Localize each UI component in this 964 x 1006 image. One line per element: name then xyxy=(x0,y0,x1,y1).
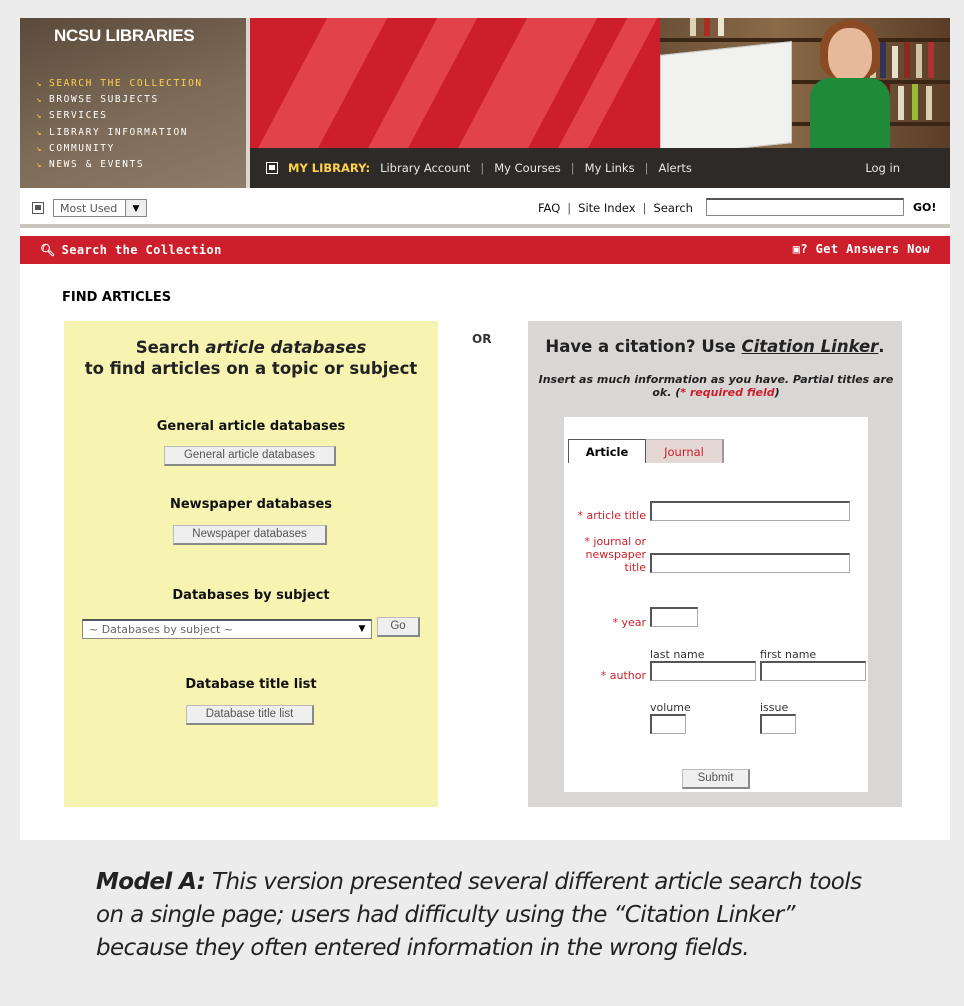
book xyxy=(926,86,932,120)
chevron-icon: ↘ xyxy=(36,143,44,154)
nav-label: SEARCH THE COLLECTION xyxy=(49,78,203,89)
nav-item-library-information[interactable] xyxy=(36,125,203,141)
page-title: FIND ARTICLES xyxy=(62,290,172,305)
get-answers-link[interactable] xyxy=(793,242,930,256)
volume-label: volume xyxy=(650,701,691,714)
screenshot-frame xyxy=(20,18,950,840)
my-links-link[interactable]: My Links xyxy=(584,161,635,175)
chevron-icon: ↘ xyxy=(36,79,44,89)
required-hint: * required field xyxy=(680,386,775,399)
article-title-label: * article title xyxy=(577,509,646,522)
heading-text: to find articles on a topic or subject xyxy=(84,359,418,378)
nav-item-community[interactable] xyxy=(36,141,203,157)
separator: | xyxy=(642,201,647,215)
site-header xyxy=(20,18,950,188)
databases-by-subject-heading: Databases by subject xyxy=(172,588,330,603)
author-label: * author xyxy=(600,669,646,682)
nav-label: BROWSE SUBJECTS xyxy=(49,94,159,106)
instructions-note xyxy=(538,373,894,399)
my-library-bar xyxy=(250,148,950,188)
header-nav-panel xyxy=(20,18,246,188)
heading-text: Have a citation? Use xyxy=(545,337,742,356)
book xyxy=(904,42,910,78)
person-face xyxy=(828,28,872,82)
dropdown-arrow-icon: ▼ xyxy=(125,200,146,216)
library-account-link[interactable]: Library Account xyxy=(380,161,471,175)
nav-item-search-collection[interactable] xyxy=(36,76,203,92)
database-title-list-heading: Database title list xyxy=(185,677,317,692)
book xyxy=(704,18,710,36)
or-label: OR xyxy=(472,332,492,346)
note-text: ) xyxy=(774,386,780,399)
book xyxy=(898,86,904,120)
panel-heading xyxy=(64,337,438,379)
figure-caption xyxy=(96,866,876,965)
book xyxy=(880,42,886,78)
nav-label: SERVICES xyxy=(49,110,108,122)
label-line: newspaper xyxy=(585,548,646,561)
faq-link[interactable]: FAQ xyxy=(538,201,561,215)
caption-label: Model A: xyxy=(96,869,206,895)
go-button[interactable]: GO! xyxy=(913,201,937,214)
utility-links xyxy=(538,201,693,215)
separator: | xyxy=(480,161,485,175)
general-databases-button[interactable]: General article databases xyxy=(164,446,336,466)
caption-text: This version presented several different article search tools on a single page; users had difficulty using the “Citation Linker” because they often entered information in the wrong fields. xyxy=(96,869,862,961)
laptop xyxy=(660,41,792,148)
year-input[interactable] xyxy=(650,607,698,627)
bookmark-icon[interactable] xyxy=(32,202,44,214)
citation-form xyxy=(564,417,868,792)
journal-title-label xyxy=(564,535,646,574)
submit-button[interactable]: Submit xyxy=(682,769,750,789)
author-last-name-input[interactable] xyxy=(650,661,756,681)
chevron-icon: ↘ xyxy=(36,160,44,171)
nav-item-browse-subjects[interactable] xyxy=(36,92,203,108)
book xyxy=(928,42,934,78)
dropdown-arrow-icon: ▼ xyxy=(358,624,366,634)
newspaper-databases-button[interactable]: Newspaper databases xyxy=(173,525,327,545)
book xyxy=(912,84,918,120)
heading-emphasis: article databases xyxy=(205,338,367,357)
utility-bar xyxy=(20,188,950,228)
label-line: * journal or xyxy=(584,535,646,548)
book xyxy=(718,18,724,36)
book xyxy=(690,18,696,36)
help-icon: ▣? xyxy=(792,242,816,256)
section-bar xyxy=(20,236,950,264)
note-text: Insert as much information as you have. Partial titles are ok. ( xyxy=(538,373,894,399)
nav-item-services[interactable] xyxy=(36,108,203,124)
separator: | xyxy=(644,161,649,175)
databases-by-subject-select[interactable] xyxy=(82,619,372,639)
volume-input[interactable] xyxy=(650,714,686,734)
my-library-label: MY LIBRARY: xyxy=(288,161,371,175)
header-banner-image xyxy=(250,18,950,148)
nav-label: COMMUNITY xyxy=(49,142,115,154)
subject-select-value: ~ Databases by subject ~ xyxy=(89,623,233,636)
search-collection-link[interactable] xyxy=(40,243,222,257)
my-courses-link[interactable]: My Courses xyxy=(494,161,561,175)
most-used-select[interactable] xyxy=(53,199,147,217)
search-icon: 🔍︎ xyxy=(40,243,56,257)
tab-article[interactable]: Article xyxy=(568,439,646,463)
main-nav xyxy=(36,76,203,173)
database-title-list-button[interactable]: Database title list xyxy=(186,705,314,725)
chevron-icon: ↘ xyxy=(36,95,44,106)
chevron-icon: ↘ xyxy=(36,111,44,122)
first-name-label: first name xyxy=(760,648,817,661)
alerts-link[interactable]: Alerts xyxy=(658,161,692,175)
site-search-input[interactable] xyxy=(706,198,904,216)
subject-go-button[interactable]: Go xyxy=(377,617,420,637)
get-answers-label: Get Answers Now xyxy=(815,242,930,256)
chevron-icon: ↘ xyxy=(36,127,44,138)
separator: | xyxy=(567,201,572,215)
article-title-input[interactable] xyxy=(650,501,850,521)
book xyxy=(892,46,898,78)
nav-item-news-events[interactable] xyxy=(36,157,203,173)
site-logo[interactable]: NCSU LIBRARIES xyxy=(54,26,195,45)
year-label: * year xyxy=(612,616,646,629)
banner-photo xyxy=(660,18,950,148)
bookmark-icon xyxy=(266,162,278,174)
separator: | xyxy=(570,161,575,175)
last-name-label: last name xyxy=(650,648,705,661)
journal-title-input[interactable] xyxy=(650,553,850,573)
search-collection-label: Search the Collection xyxy=(61,243,222,257)
nav-label: NEWS & EVENTS xyxy=(49,159,145,171)
panel-heading xyxy=(528,337,902,356)
book xyxy=(916,44,922,78)
site-index-link[interactable]: Site Index xyxy=(578,201,636,215)
citation-linker-panel xyxy=(528,321,902,807)
nav-label: LIBRARY INFORMATION xyxy=(49,126,189,138)
issue-label: issue xyxy=(760,701,789,714)
heading-text: . xyxy=(878,337,885,356)
general-databases-heading: General article databases xyxy=(156,419,346,434)
issue-input[interactable] xyxy=(760,714,796,734)
label-line: title xyxy=(624,561,646,574)
person-sweater xyxy=(810,78,890,148)
newspaper-databases-heading: Newspaper databases xyxy=(169,497,333,512)
banner-stripe xyxy=(250,18,398,148)
tab-journal[interactable]: Journal xyxy=(646,439,724,463)
citation-linker-link[interactable]: Citation Linker xyxy=(741,337,879,356)
most-used-value: Most Used xyxy=(60,202,118,215)
login-link[interactable]: Log in xyxy=(865,161,900,175)
article-databases-panel xyxy=(64,321,438,807)
search-label: Search xyxy=(653,201,693,215)
heading-text: Search xyxy=(135,338,206,357)
author-first-name-input[interactable] xyxy=(760,661,866,681)
